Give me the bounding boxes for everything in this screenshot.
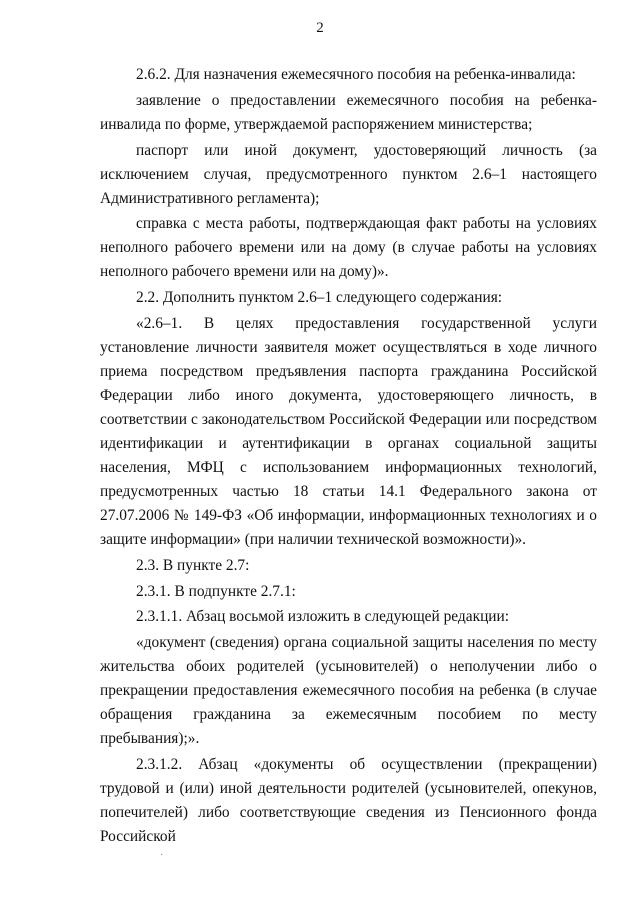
paragraph-passport: паспорт или иной документ, удостоверяющий личность (за исключением случая, предусмотренного пунктом 2.6–1 настоящего Административного регламента); — [100, 141, 597, 207]
paragraph-2-3-1-1: 2.3.1.1. Абзац восьмой изложить в следующей редакции: — [136, 608, 510, 626]
paragraph-2-2: 2.2. Дополнить пунктом 2.6–1 следующего содержания: — [136, 289, 503, 307]
paragraph-2-6-2: 2.6.2. Для назначения ежемесячного пособия на ребенка-инвалида: — [136, 66, 576, 83]
document-body — [100, 63, 597, 851]
paragraph-2-3: 2.3. В пункте 2.7: — [136, 556, 250, 574]
paragraph-2-3-1: 2.3.1. В подпункте 2.7.1: — [136, 582, 296, 600]
page-number: 2 — [316, 20, 324, 36]
scan-mark: · — [160, 850, 164, 861]
paragraph-application: заявление о предоставлении ежемесячного пособия на ребенка-инвалида по форме, утверждаемой распоряжением министерства; — [100, 91, 597, 133]
paragraph-2-3-1-2: 2.3.1.2. Абзац «документы об осуществлении (прекращении) трудовой и (или) иной деятельности родителей (усыновителей, опекунов, попечителей) либо соответствующие сведения из Пенсионного фонда Российской — [100, 755, 597, 845]
paragraph-2-6-1: «2.6–1. В целях предоставления государственной услуги установление личности заявителя может осуществляться в ходе личного приема посредством предъявления паспорта гражданина Российской Федерации либо иного документа, удостоверяющего личность, в соответствии с законодательством Российской Федерации или посредством идентификации и аутентификации в органах социальной защиты населения, МФЦ с использованием информационных технологий, предусмотренных частью 18 статьи 14.1 Федерального закона от 27.07.2006 № 149-ФЗ «Об информации, информационных технологиях и о защите информации» (при наличии технической возможности)». — [100, 314, 597, 548]
paragraph-work-certificate: справка с места работы, подтверждающая факт работы на условиях неполного рабочего времени или на дому (в случае работы на условиях неполного рабочего времени или на дому)». — [100, 215, 597, 281]
paragraph-document-info: «документ (сведения) органа социальной защиты населения по месту жительства обоих родителей (усыновителей) о неполучении либо о прекращении предоставления ежемесячного пособия на ребенка (в случае обращения гражданина за ежемесячным пособием по месту пребывания);». — [100, 634, 597, 748]
